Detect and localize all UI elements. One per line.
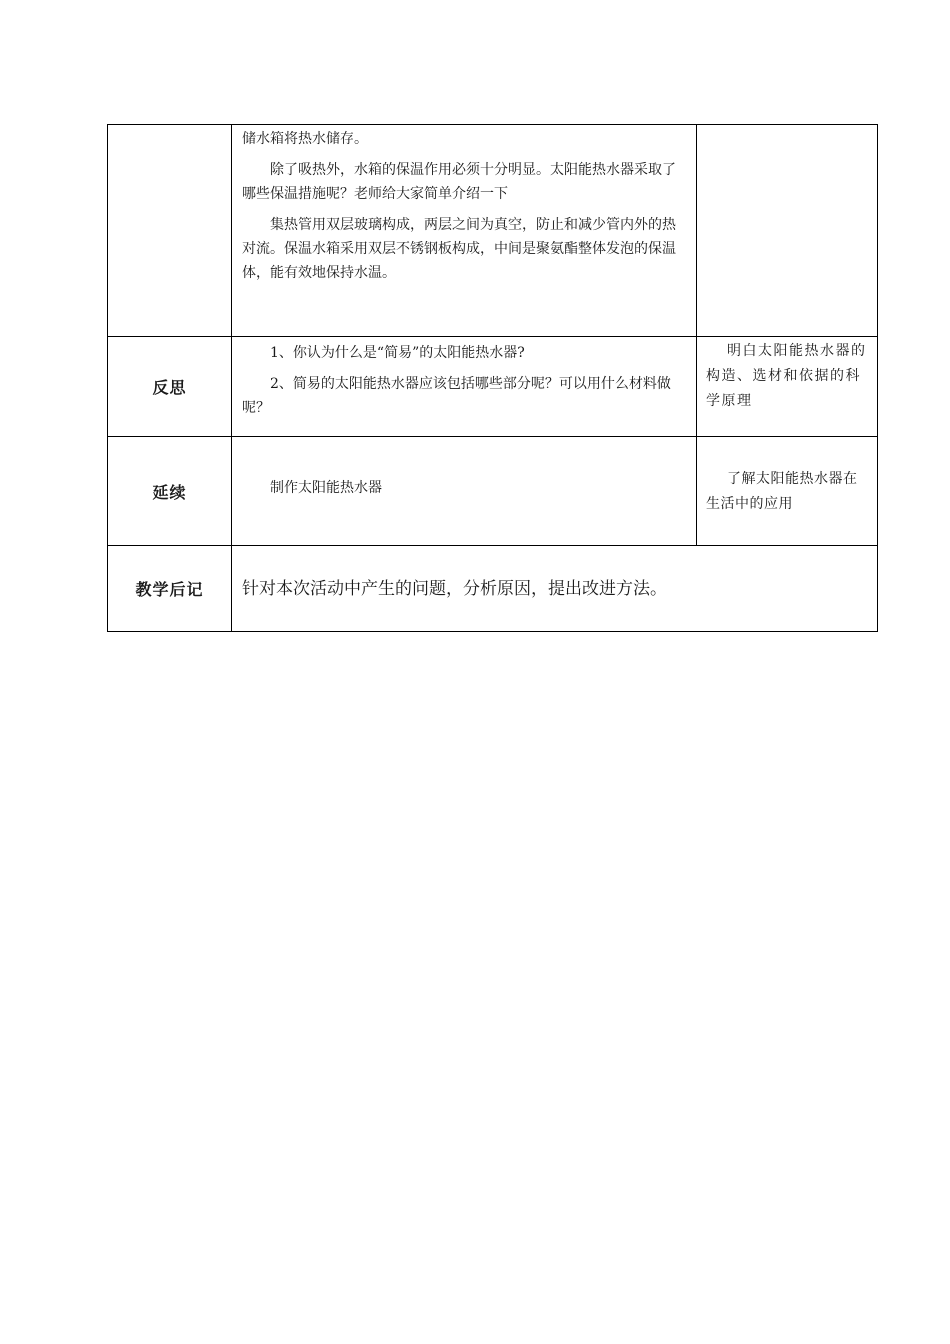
row-label-extension: 延续 [108,437,232,546]
table-row-postscript [108,546,878,632]
row-label-postscript: 教学后记 [108,546,232,632]
content-paragraph: 储水箱将热水储存。 [242,131,368,147]
note-text: 了解太阳能热水器在生活中的应用 [706,471,858,512]
note-cell-extension [697,437,878,546]
content-cell-postscript [232,546,878,632]
content-cell-continuation [232,125,697,337]
row-label-reflection: 反思 [108,337,232,437]
note-cell-reflection [697,337,878,437]
lesson-plan-table [107,124,878,632]
table-row-reflection [108,337,878,437]
table-row-extension [108,437,878,546]
row-label-empty [108,125,232,337]
content-paragraph: 制作太阳能热水器 [270,480,382,496]
content-paragraph: 集热管用双层玻璃构成，两层之间为真空，防止和减少管内外的热对流。保温水箱采用双层不锈钢板构成，中间是聚氨酯整体发泡的保温体，能有效地保持水温。 [242,217,676,281]
postscript-text: 针对本次活动中产生的问题，分析原因，提出改进方法。 [242,578,667,599]
content-paragraph: 1、你认为什么是“简易”的太阳能热水器? [270,345,525,361]
content-cell-extension [232,437,697,546]
content-paragraph: 2、简易的太阳能热水器应该包括哪些部分呢？可以用什么材料做呢？ [242,376,671,416]
content-cell-reflection [232,337,697,437]
note-text: 明白太阳能热水器的构造、选材和依据的科学原理 [706,343,867,409]
note-cell-empty [697,125,878,337]
content-paragraph: 除了吸热外，水箱的保温作用必须十分明显。太阳能热水器采取了哪些保温措施呢？老师给大家简单介绍一下 [242,162,676,202]
table-row-continuation [108,125,878,337]
